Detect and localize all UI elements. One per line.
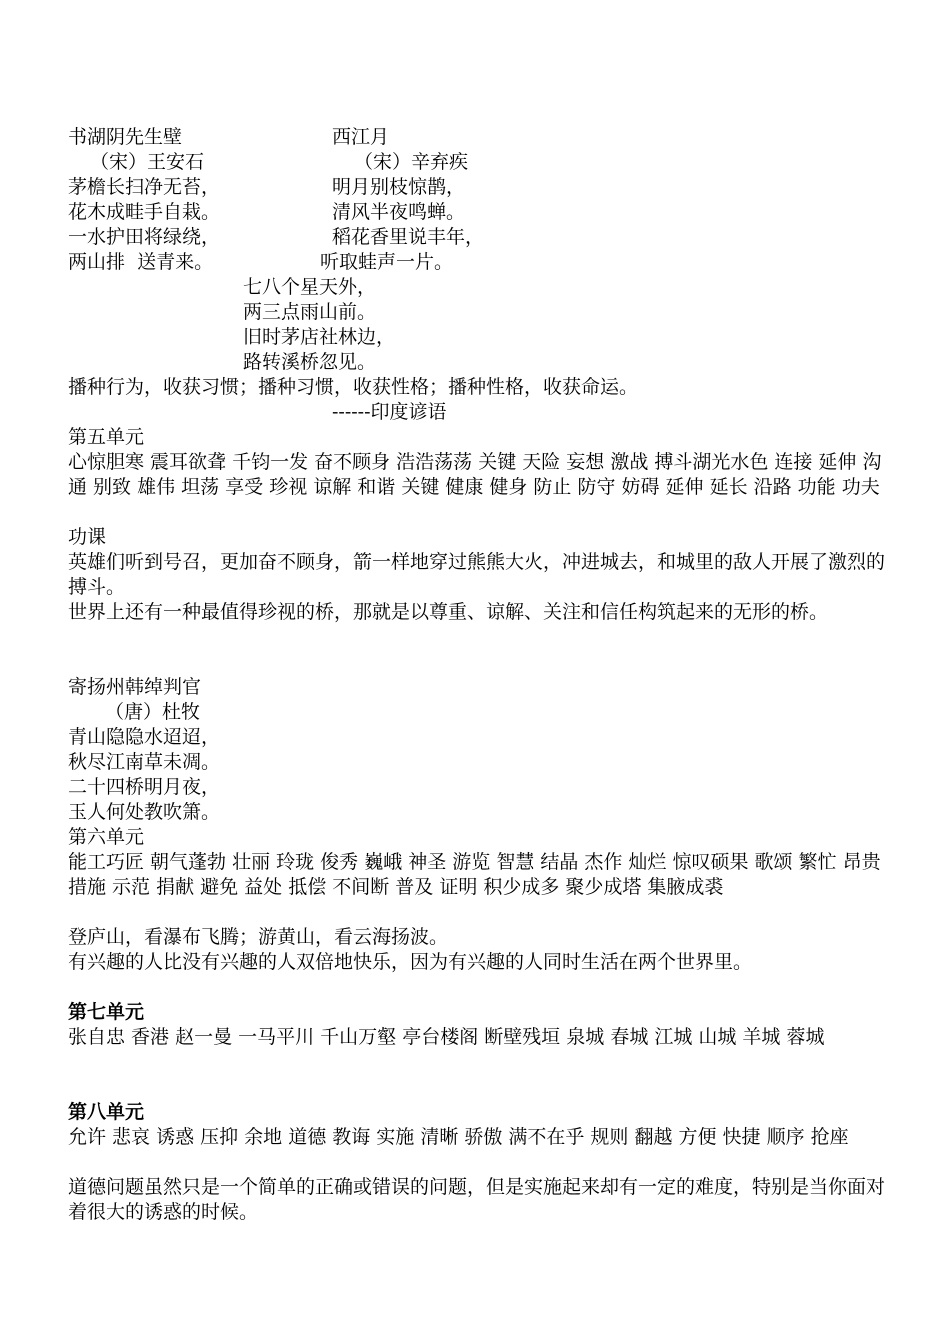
poem1-title: 书湖阴先生壁: [68, 126, 183, 148]
poem2-line-4: 听取蛙声一片。: [320, 251, 454, 273]
poem1-line-4: 两山排 送青来。: [68, 251, 214, 273]
poem2-title: 西江月: [332, 126, 390, 148]
unit5-label: 功课: [68, 526, 107, 548]
unit5-paragraph-1: 英雄们听到号召，更加奋不顾身，箭一样地穿过熊熊大火，冲进城去，和城里的敌人开展了激烈的搏斗。: [68, 551, 886, 598]
poem1-author: （宋）王安石: [90, 151, 205, 173]
poem2-line-6: 两三点雨山前。: [243, 301, 377, 323]
poem2-line-8: 路转溪桥忽见。: [243, 351, 377, 373]
unit6-paragraph-1: 登庐山，看瀑布飞腾；游黄山，看云海扬波。: [68, 926, 449, 948]
unit8-paragraph-1: 道德问题虽然只是一个简单的正确或错误的问题，但是实施起来却有一定的难度，特别是当你面对着很大的诱惑的时候。: [68, 1176, 886, 1223]
poem3-title: 寄扬州韩绰判官: [68, 676, 202, 698]
poem2-line-2: 清风半夜鸣蝉。: [332, 201, 466, 223]
poem1-line-3: 一水护田将绿绕，: [68, 226, 221, 248]
unit7-title: 第七单元: [68, 1001, 145, 1023]
poem2-line-1: 明月别枝惊鹊，: [332, 176, 466, 198]
poem2-line-7: 旧时茅店社林边，: [243, 326, 396, 348]
unit5-vocabulary: 心惊胆寒 震耳欲聋 千钧一发 奋不顾身 浩浩荡荡 关键 天险 妄想 激战 搏斗湖光水色 连接 延伸 沟通 别致 雄伟 坦荡 享受 珍视 谅解 和谐 关键 健康 健身 防止 防守 妨碍 延伸 延长 沿路 功能 功夫: [68, 451, 882, 498]
poem2-line-3: 稻花香里说丰年，: [332, 226, 485, 248]
unit5-title: 第五单元: [68, 426, 145, 448]
unit7-vocabulary: 张自忠 香港 赵一曼 一马平川 千山万壑 亭台楼阁 断壁残垣 泉城 春城 江城 山城 羊城 蓉城: [68, 1026, 825, 1048]
poem3-line-3: 二十四桥明月夜，: [68, 776, 221, 798]
proverb-text: 播种行为，收获习惯；播种习惯，收获性格；播种性格，收获命运。: [68, 376, 639, 398]
unit6-paragraph-2: 有兴趣的人比没有兴趣的人双倍地快乐，因为有兴趣的人同时生活在两个世界里。: [68, 951, 753, 973]
unit5-paragraph-2: 世界上还有一种最值得珍视的桥，那就是以尊重、谅解、关注和信任构筑起来的无形的桥。: [68, 601, 829, 623]
poem3-line-1: 青山隐隐水迢迢，: [68, 726, 221, 748]
unit8-vocabulary: 允许 悲哀 诱惑 压抑 余地 道德 教诲 实施 清晰 骄傲 满不在乎 规则 翻越 方便 快捷 顺序 抢座: [68, 1126, 849, 1148]
proverb-source: ------印度谚语: [332, 401, 447, 423]
poem3-author: （唐）杜牧: [105, 701, 201, 723]
unit6-vocabulary: 能工巧匠 朝气蓬勃 壮丽 玲珑 俊秀 巍峨 神圣 游览 智慧 结晶 杰作 灿烂 惊叹硕果 歌颂 繁忙 昂贵 措施 示范 捐献 避免 益处 抵偿 不间断 普及 证明 积少成多 聚少成塔 集腋成裘: [68, 851, 881, 898]
poem3-line-4: 玉人何处教吹箫。: [68, 801, 221, 823]
unit8-title: 第八单元: [68, 1101, 145, 1123]
poem1-line-2: 花木成畦手自栽。: [68, 201, 221, 223]
unit6-title: 第六单元: [68, 826, 145, 848]
poem2-line-5: 七八个星天外，: [243, 276, 377, 298]
poem3-line-2: 秋尽江南草未凋。: [68, 751, 221, 773]
poem2-author: （宋）辛弃疾: [354, 151, 469, 173]
poem1-line-1: 茅檐长扫净无苔，: [68, 176, 221, 198]
